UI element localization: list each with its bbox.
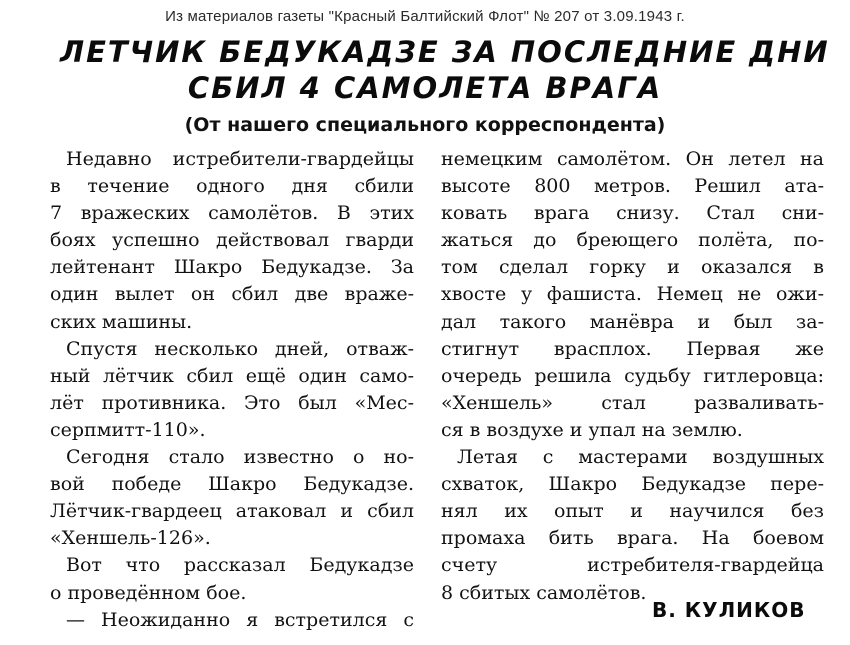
article-text-line: Недавно истребители-гвардейцы [66,148,414,170]
article-headline [60,34,830,106]
article-text-line: схваток, Шакро Бедукадзе пере- [441,473,824,496]
article-text-line: дал такого манёвра и был за- [441,310,824,333]
article-text-line: стигнут врасплох. Первая же [441,337,824,360]
article-text-line: жаться до бреющего полёта, по- [441,229,824,252]
article-text-line: Сегодня стало известно о но- [66,446,414,469]
article-text-line: Вот что рассказал Бедукадзе [66,554,414,577]
article-text-line: Лётчик-гвардеец атаковал и сбил [50,500,414,523]
article-right-column [441,146,824,607]
article-text-line: о проведённом бое. [50,581,247,604]
article-text-line: «Хеншель» стал разваливать- [441,391,824,414]
article-text-line: лейтенант Шакро Бедукадзе. За [50,256,414,279]
article-text-line: нял их опыт и научился без [441,500,824,523]
article-text-line: «Хеншель-126». [50,527,211,550]
headline-line-2: СБИЛ 4 САМОЛЕТА ВРАГА [187,71,663,105]
article-text-line: немецким самолётом. Он летел на [441,148,824,170]
article-text-line: боях успешно действовал гварди [50,229,414,252]
article-text-line: 8 сбитых самолётов. [441,581,647,604]
article-text-line: ковать врага снизу. Стал сни- [441,202,824,225]
article-subhead: (От нашего специального корреспондента) [184,114,666,136]
article-text-line: промаха бить врага. На боевом [441,527,824,550]
article-text-line: счету истребителя-гвардейца [441,554,824,577]
author-signature: В. КУЛИКОВ [652,598,806,622]
article-text-line: один вылет он сбил две враже- [50,283,414,306]
article-text-line: Спустя несколько дней, отваж- [66,337,414,360]
article-text-line: — Неожиданно я встретился с [66,608,414,631]
article-text-line: хвосте у фашиста. Немец не ожи- [441,283,824,306]
article-text-line: том сделал горку и оказался в [441,256,824,279]
source-caption: Из материалов газеты "Красный Балтийский Флот" № 207 от 3.09.1943 г. [165,8,685,25]
article-text-line: высоте 800 метров. Решил ата- [441,175,824,198]
article-text-line: ских машины. [50,310,193,333]
article-text-line: Летая с мастерами воздушных [457,446,824,469]
headline-line-1: ЛЕТЧИК БЕДУКАДЗЕ ЗА ПОСЛЕДНИЕ ДНИ [60,35,830,69]
article-text-line: в течение одного дня сбили [50,175,414,198]
article-text-line: ный лётчик сбил ещё один само- [50,364,414,387]
article-text-line: лёт противника. Это был «Мес- [50,391,414,414]
article-text-line: 7 вражеских самолётов. В этих [50,202,414,225]
article-text-line: ся в воздухе и упал на землю. [441,418,743,441]
article-left-column [50,146,414,634]
article-text-line: серпмитт-110». [50,418,206,441]
article-text-line: очередь решила судьбу гитлеровца: [441,364,824,387]
article-text-line: вой победе Шакро Бедукадзе. [50,473,414,496]
